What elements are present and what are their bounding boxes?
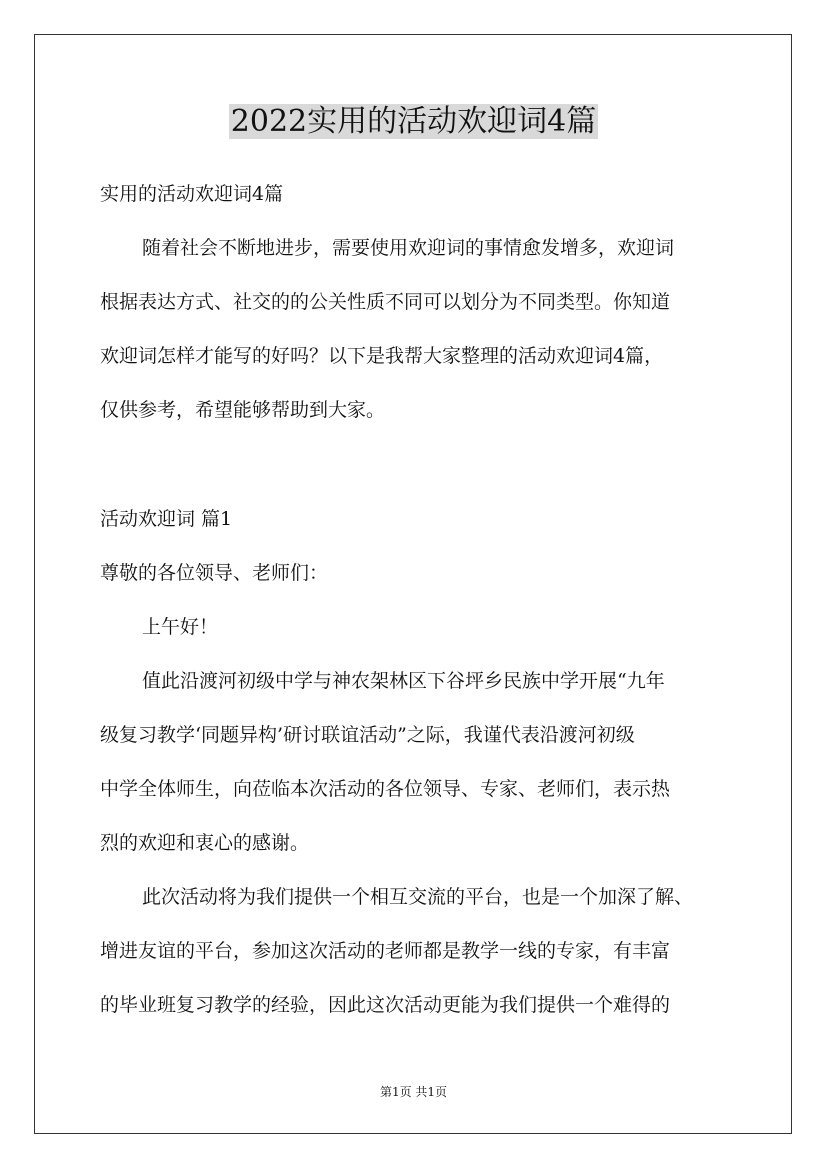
paragraph-1-line-1: 值此沿渡河初级中学与神农架林区下谷坪乡民族中学开展“九年: [142, 670, 665, 692]
section-heading: 活动欢迎词 篇1: [100, 508, 233, 530]
paragraph-1-line-4: 烈的欢迎和衷心的感谢。: [100, 832, 310, 854]
intro-line-3: 欢迎词怎样才能写的好吗？以下是我帮大家整理的活动欢迎词4篇，: [100, 345, 664, 367]
paragraph-1-line-2: 级复习教学‘同题异构’研讨联谊活动”之际，我谨代表沿渡河初级: [100, 724, 635, 746]
paragraph-2-line-2: 增进友谊的平台，参加这次活动的老师都是教学一线的专家，有丰富: [100, 940, 671, 962]
paragraph-2-line-1: 此次活动将为我们提供一个相互交流的平台，也是一个加深了解、: [142, 886, 694, 908]
document-subtitle: 实用的活动欢迎词4篇: [100, 183, 284, 205]
paragraph-1-line-3: 中学全体师生，向莅临本次活动的各位领导、专家、老师们，表示热: [100, 778, 671, 800]
salutation: 尊敬的各位领导、老师们：: [100, 562, 329, 584]
greeting: 上午好！: [142, 616, 219, 638]
intro-line-1: 随着社会不断地进步，需要使用欢迎词的事情愈发增多，欢迎词: [142, 237, 675, 259]
intro-line-4: 仅供参考，希望能够帮助到大家。: [100, 399, 386, 421]
page-number-footer: 第1页 共1页: [379, 1085, 448, 1099]
document-title: [0, 100, 827, 144]
intro-line-2: 根据表达方式、社交的的公关性质不同可以划分为不同类型。你知道: [100, 291, 671, 313]
title-highlight: 2022实用的活动欢迎词4篇: [230, 104, 597, 139]
paragraph-2-line-3: 的毕业班复习教学的经验，因此这次活动更能为我们提供一个难得的: [100, 994, 671, 1016]
